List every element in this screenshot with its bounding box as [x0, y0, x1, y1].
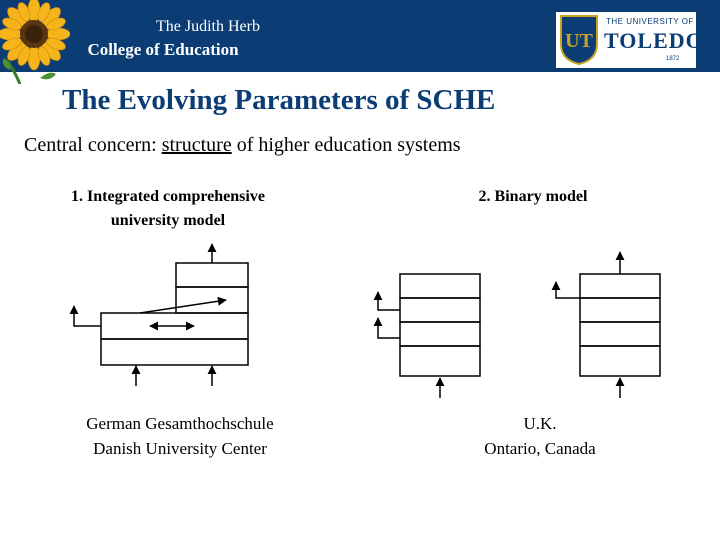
subtitle-prefix: Central concern:	[24, 134, 162, 156]
model2-left-box-1	[400, 274, 480, 298]
model2-diagram-left	[378, 274, 480, 398]
college-name-line1: The Judith Herb	[156, 18, 260, 35]
subtitle-underlined: structure	[161, 134, 232, 156]
model2-caption-line2: Ontario, Canada	[484, 439, 596, 458]
model1-caption-line2: Danish University Center	[93, 439, 267, 458]
model1-arrow-diagonal	[140, 300, 226, 313]
logo-text-line2: TOLEDO	[604, 28, 704, 53]
logo-monogram: UT	[565, 30, 593, 52]
model2-left-arrow-lower	[378, 318, 400, 338]
model1-arrow-left	[74, 306, 101, 326]
model1-diagram	[74, 244, 248, 386]
model1-heading-line1: 1. Integrated comprehensive	[71, 188, 265, 205]
logo-text-line3: 1872	[666, 56, 680, 62]
model1-upper-box	[176, 287, 248, 313]
model2-diagram-right	[556, 252, 660, 398]
logo-text-line1: THE UNIVERSITY OF	[606, 17, 694, 26]
model2-left-box-4	[400, 346, 480, 376]
model1-heading-line2: university model	[110, 212, 226, 229]
model2-right-box-3	[580, 322, 660, 346]
model2-caption-line1: U.K.	[523, 414, 557, 433]
model2-right-box-4	[580, 346, 660, 376]
slide-title: The Evolving Parameters of SCHE	[62, 84, 496, 116]
model2-left-arrow-upper	[378, 292, 400, 310]
model2-right-box-2	[580, 298, 660, 322]
subtitle-suffix: of higher education systems	[231, 134, 461, 156]
college-name-line2: College of Education	[87, 40, 239, 59]
model2-right-box-1	[580, 274, 660, 298]
model2-left-box-3	[400, 322, 480, 346]
model1-caption-line1: German Gesamthochschule	[86, 414, 274, 433]
model2-heading-line1: 2. Binary model	[478, 188, 588, 205]
model1-top-box	[176, 263, 248, 287]
model2-left-box-2	[400, 298, 480, 322]
model2-right-arrow-left	[556, 282, 580, 298]
model1-wide-box-lower	[101, 339, 248, 365]
